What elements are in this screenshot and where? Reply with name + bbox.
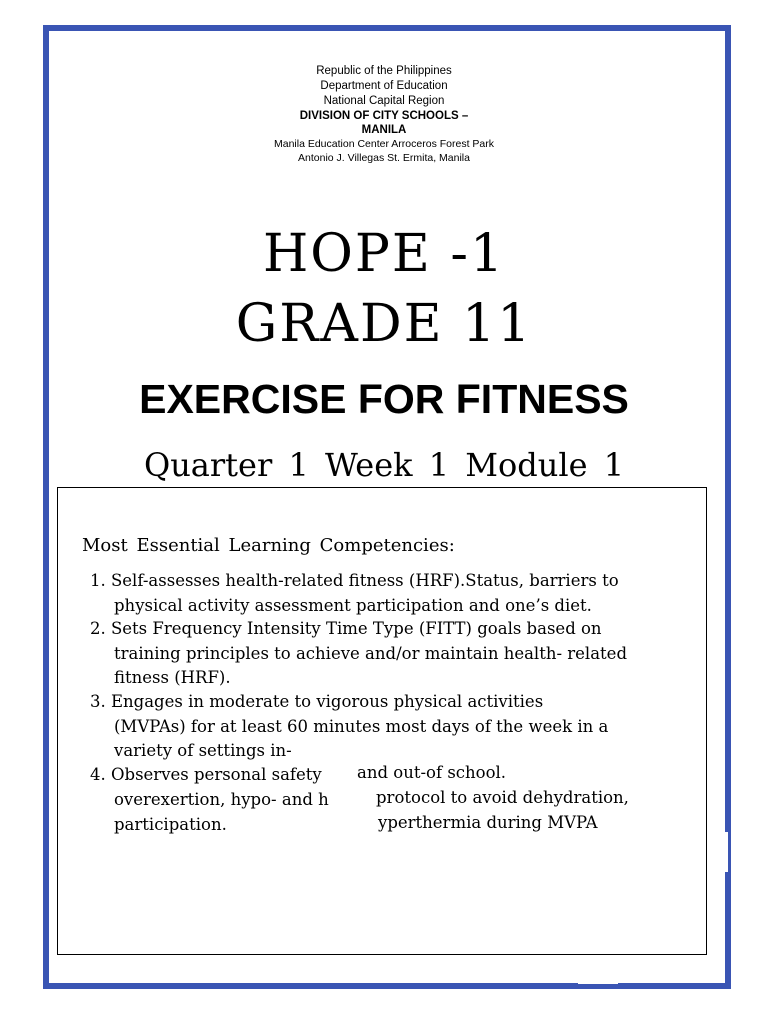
competency-line: physical activity assessment participation and one’s diet. — [114, 596, 592, 615]
competency-line: and out-of school. — [357, 763, 507, 782]
competency-line: (MVPAs) for at least 60 minutes most days of the week in a — [114, 717, 609, 736]
competency-line: overexertion, hypo- and h — [114, 790, 329, 809]
letterhead-department: Department of Education — [320, 80, 448, 92]
competency-line: fitness (HRF). — [114, 668, 231, 687]
subject-title: EXERCISE FOR FITNESS — [139, 376, 629, 422]
letterhead — [0, 64, 768, 165]
border-gap-right — [706, 832, 728, 872]
course-title: HOPE -1 — [262, 224, 506, 284]
competency-line: participation. — [114, 815, 227, 834]
module-info: Quarter 1 Week 1 Module 1 — [143, 446, 625, 484]
competency-line: 3. Engages in moderate to vigorous physical activities — [90, 692, 544, 711]
competency-line: 4. Observes personal safety — [90, 765, 322, 784]
letterhead-division: DIVISION OF CITY SCHOOLS – — [299, 110, 469, 122]
competency-line: 2. Sets Frequency Intensity Time Type (FITT) goals based on — [90, 619, 602, 638]
grade-title: GRADE 11 — [235, 294, 533, 354]
letterhead-region: National Capital Region — [323, 95, 445, 107]
letterhead-address-2: Antonio J. Villegas St. Ermita, Manila — [298, 152, 470, 164]
competency-line: protocol to avoid dehydration, — [376, 788, 629, 807]
letterhead-address-1: Manila Education Center Arroceros Forest Park — [273, 138, 494, 150]
competency-line: 1. Self-assesses health-related fitness (HRF).Status, barriers to — [90, 571, 619, 590]
competency-line: yperthermia during MVPA — [378, 813, 598, 832]
letterhead-city: MANILA — [361, 124, 407, 136]
competency-line: training principles to achieve and/or maintain health- related — [114, 644, 628, 663]
border-gap-bottom — [578, 960, 618, 984]
competency-line: variety of settings in- — [114, 741, 292, 760]
competencies-heading: Most Essential Learning Competencies: — [82, 535, 455, 556]
letterhead-republic: Republic of the Philippines — [316, 65, 452, 77]
